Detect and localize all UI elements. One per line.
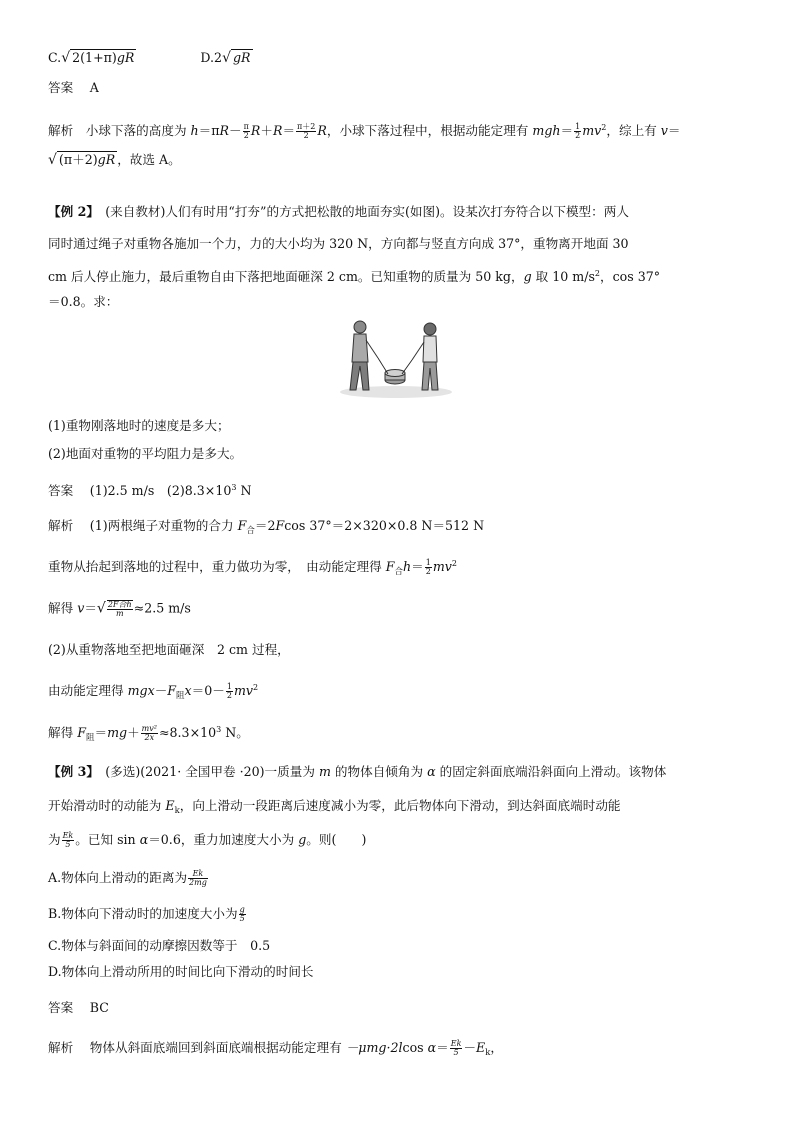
example-2-line-3: cm 后人停止施力，最后重物自由下落把地面砸深 2 cm。已知重物的质量为 50 kg，g 取 10 $m/s^2$，cos 37° [48,269,661,284]
solution-2-line-6: 解得 $F_阻=mg+$ $\frac{\text{mv²}}{2x}$ $\approx 8.3\times 10^3$ N。 [48,724,249,743]
question-1: (1)重物刚落地时的速度是多大； [48,418,230,433]
solution-2-line-2: 重物从抬起到落地的过程中，重力做功为零， 由动能定理得 $F_合h=$ $\frac{1}{2}$ $mv^2$ [48,558,457,577]
option-a: A.物体向上滑动的距离为 $\frac{Ek}{2mg}$ [48,869,207,887]
option-b: B.物体向下滑动时的加速度大小为 $\frac{g}{5}$ [48,905,245,923]
example-3-line-3: 为 $\frac{Ek}{5}$ 。已知 sin α＝0.6，重力加速度大小为 g。则( ) [48,831,367,849]
answer-1 [48,80,758,96]
solution-1-line-1: 解析 小球下落的高度为 h＝πR－ $\frac{\pi}{2}$ R＋R＝ $\frac{\pi+2}{2}$ R，小球下落过程中，根据动能定理有 mgh＝ $\frac{1}{2}$ $mv^2$，综上有 v＝ [48,122,681,140]
example-3-line-1: 【例 3】 (多选)(2021· 全国甲卷 ·20)一质量为 m 的物体自倾角为 α 的固定斜面底端沿斜面向上滑动。该物体 [48,764,667,779]
example-2-label: 【例 2】 [48,204,93,219]
solution-2-line-3: 解得 v＝√ $\frac{\text{2F合h}}{m}$ ≈2.5 m/s [48,600,191,618]
answer-label: 答案 [48,483,74,498]
solution-2-line-4: (2)从重物落地至把地面砸深 2 cm 过程， [48,642,290,657]
example-3-label: 【例 3】 [48,764,93,779]
solution-1-line-2: √ (π＋2)gR ，故选 A。 [48,152,181,168]
example-2-line-2: 同时通过绳子对重物各施加一个力，力的大小均为 320 N，方向都与竖直方向成 37°，重物离开地面 30 [48,236,629,251]
option-c: C.物体与斜面间的动摩擦因数等于 0.5 [48,938,271,953]
answer-value: A [89,80,99,95]
answer-3 [48,1000,758,1016]
example-2-line-4: ＝0.8。求： [48,294,119,309]
solution-label: 解析 [48,1040,74,1055]
example-3-line-2: 开始滑动时的动能为 $E_k$，向上滑动一段距离后速度减小为零，此后物体向下滑动，到达斜面底端时动能 [48,798,621,816]
solution-2-line-5: 由动能定理得 $mgx-F_阻x=0-$ $\frac{1}{2}$ $mv^2$ [48,682,259,701]
answer-label: 答案 [48,1000,74,1015]
solution-3-line-1: 解析 物体从斜面底端回到斜面底端根据动能定理有 －μmg·2lcos α＝ $\frac{Ek}{5}$ $-E_k$， [48,1039,503,1058]
option-d: D.2√ gR [200,50,251,66]
solution-2-line-1: 解析 (1)两根绳子对重物的合力 $F_合=2Fcos$ 37°＝2×320×0.8 N＝512 N [48,518,485,536]
answer-value: BC [89,1000,109,1015]
option-c: C.√ 2(1+π)gR [48,50,135,66]
solution-label: 解析 [48,123,74,138]
options-cd-line [48,50,758,66]
solution-label: 解析 [48,518,74,533]
answer-label: 答案 [48,80,74,95]
answer-2: 答案 (1)2.5 m/s $(2)8.3\times 10^3$ N [48,483,252,498]
question-2: (2)地面对重物的平均阻力是多大。 [48,446,243,461]
example-2-line-1: 【例 2】 (来自教材)人们有时用“打夯”的方式把松散的地面夯实(如图)。设某次打夯符合以下模型：两人 [48,204,629,219]
option-d: D.物体向上滑动所用的时间比向下滑动的时间长 [48,964,314,979]
tamping-illustration [338,318,454,400]
